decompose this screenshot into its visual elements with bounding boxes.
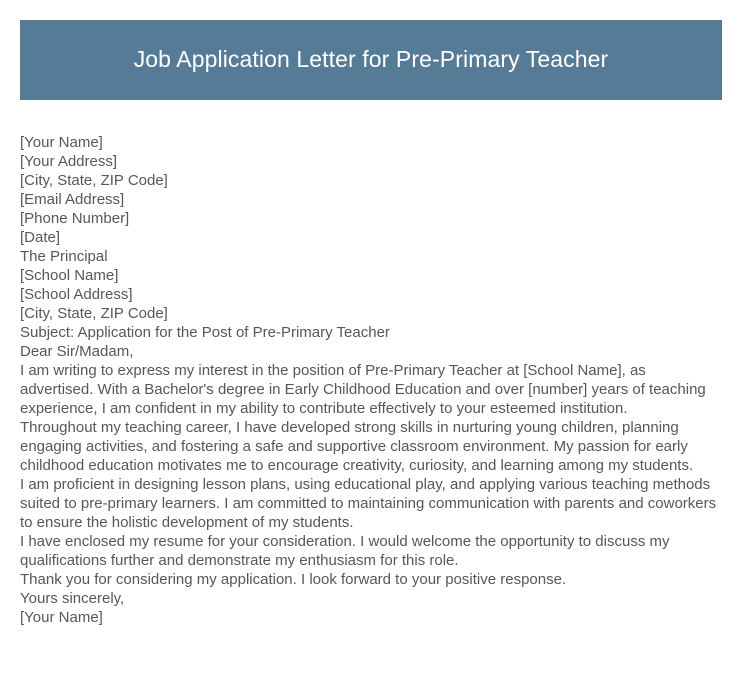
letter-line: I am proficient in designing lesson plans, using educational play, and applying various teaching methods suited to pre-primary learners. I am committed to maintaining communication with parents and coworkers to ensure the holistic development of my students. <box>20 476 717 531</box>
letter-line: Subject: Application for the Post of Pre-Primary Teacher <box>20 324 390 341</box>
letter-body <box>20 133 720 627</box>
letter-line: [School Address] <box>20 286 133 303</box>
letter-line: [Phone Number] <box>20 210 130 227</box>
letter-line: [City, State, ZIP Code] <box>20 305 168 322</box>
letter-line: The Principal <box>20 248 108 265</box>
page-title: Job Application Letter for Pre-Primary Teacher <box>133 46 609 73</box>
letter-line: [School Name] <box>20 267 119 284</box>
document-header-banner <box>20 20 722 100</box>
letter-line: [Email Address] <box>20 191 125 208</box>
letter-line: Throughout my teaching career, I have developed strong skills in nurturing young children, planning engaging activities, and fostering a safe and supportive classroom environment. My passion for early childhood education motivates me to encourage creativity, curiosity, and learning among my students. <box>20 419 694 474</box>
letter-line: [City, State, ZIP Code] <box>20 172 168 189</box>
letter-line: [Your Name] <box>20 134 103 151</box>
letter-line: Dear Sir/Madam, <box>20 343 134 360</box>
letter-line: [Your Address] <box>20 153 118 170</box>
letter-line: [Date] <box>20 229 61 246</box>
letter-line: I am writing to express my interest in the position of Pre-Primary Teacher at [School Name], as advertised. With a Bachelor's degree in Early Childhood Education and over [number] years of teaching experience, I am confident in my ability to contribute effectively to your esteemed institution. <box>20 362 706 417</box>
letter-line: Thank you for considering my application. I look forward to your positive response. <box>20 571 567 588</box>
letter-line: [Your Name] <box>20 609 103 626</box>
letter-line: Yours sincerely, <box>20 590 125 607</box>
letter-line: I have enclosed my resume for your consideration. I would welcome the opportunity to discuss my qualifications further and demonstrate my enthusiasm for this role. <box>20 533 670 569</box>
